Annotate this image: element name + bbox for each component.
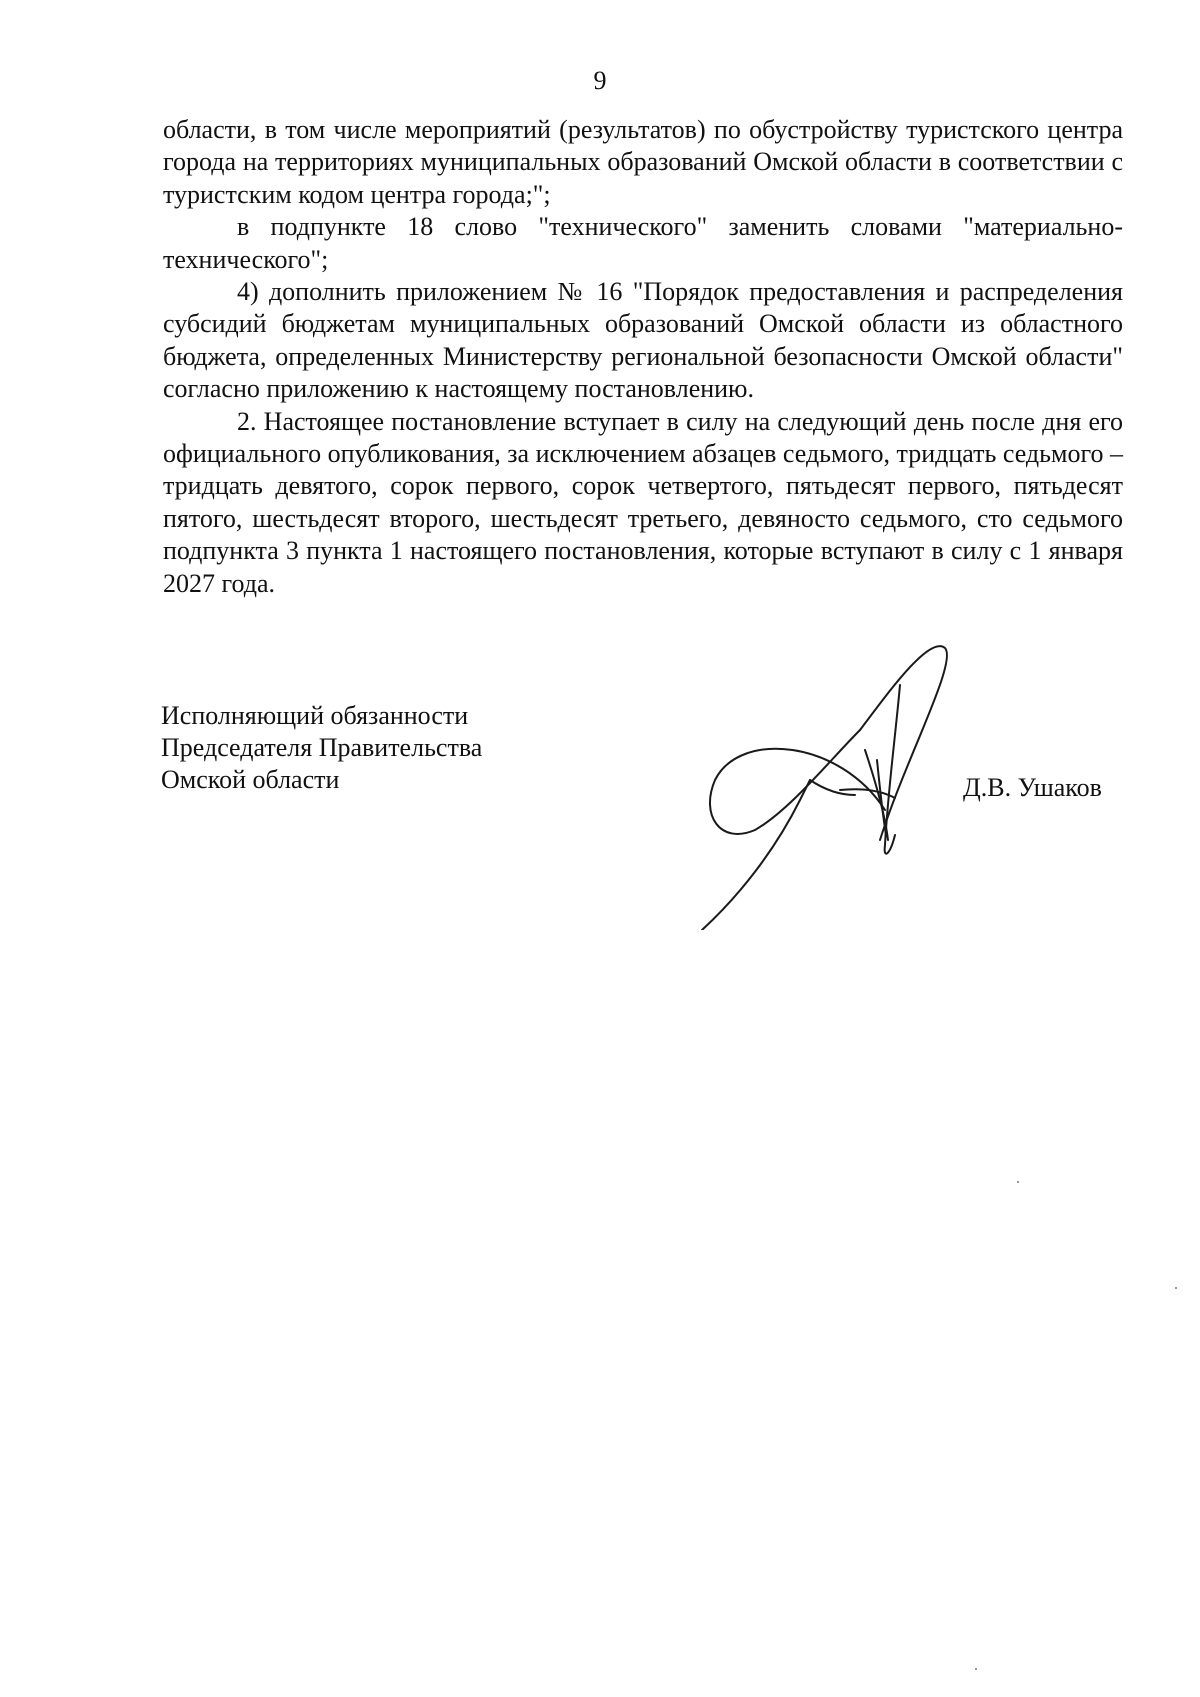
paragraph-subpoint-18: в подпункте 18 слово "технического" заменить словами "материально-технического"; xyxy=(163,212,1123,274)
signatory-title xyxy=(161,700,482,796)
paragraph-item-4: 4) дополнить приложением № 16 "Порядок предоставления и распределения субсидий бюджетам муниципальных образований Омской области из областного бюджета, определенных Министерству региональной безопасности Омской области" согласно приложению к настоящему постановлению. xyxy=(163,277,1123,404)
signatory-title-line: Омской области xyxy=(161,765,340,794)
scan-speck xyxy=(975,1668,977,1670)
page-number: 9 xyxy=(593,66,607,95)
paragraph-item-2: 2. Настоящее постановление вступает в силу на следующий день после дня его официального опубликования, за исключением абзацев седьмого, тридцать седьмого – тридцать девятого, сорок первого, сорок четвертого, пятьдесят первого, пятьдесят пятого, шестьдесят второго, шестьдесят третьего, девяносто седьмого, сто седьмого подпункта 3 пункта 1 настоящего постановления, которые вступают в силу с 1 января 2027 года. xyxy=(163,406,1123,598)
signatory-title-line: Председателя Правительства xyxy=(161,733,483,762)
scan-speck xyxy=(1017,1181,1019,1183)
paragraph-continuation: области, в том числе мероприятий (результатов) по обустройству туристского центра города на территориях муниципальных образований Омской области в соответствии с туристским кодом центра города;"; xyxy=(163,115,1123,209)
signatory-name: Д.В. Ушаков xyxy=(963,773,1102,802)
signatory-title-line: Исполняющий обязанности xyxy=(161,701,469,730)
scan-speck xyxy=(1175,1287,1177,1289)
document-body xyxy=(163,114,1123,600)
